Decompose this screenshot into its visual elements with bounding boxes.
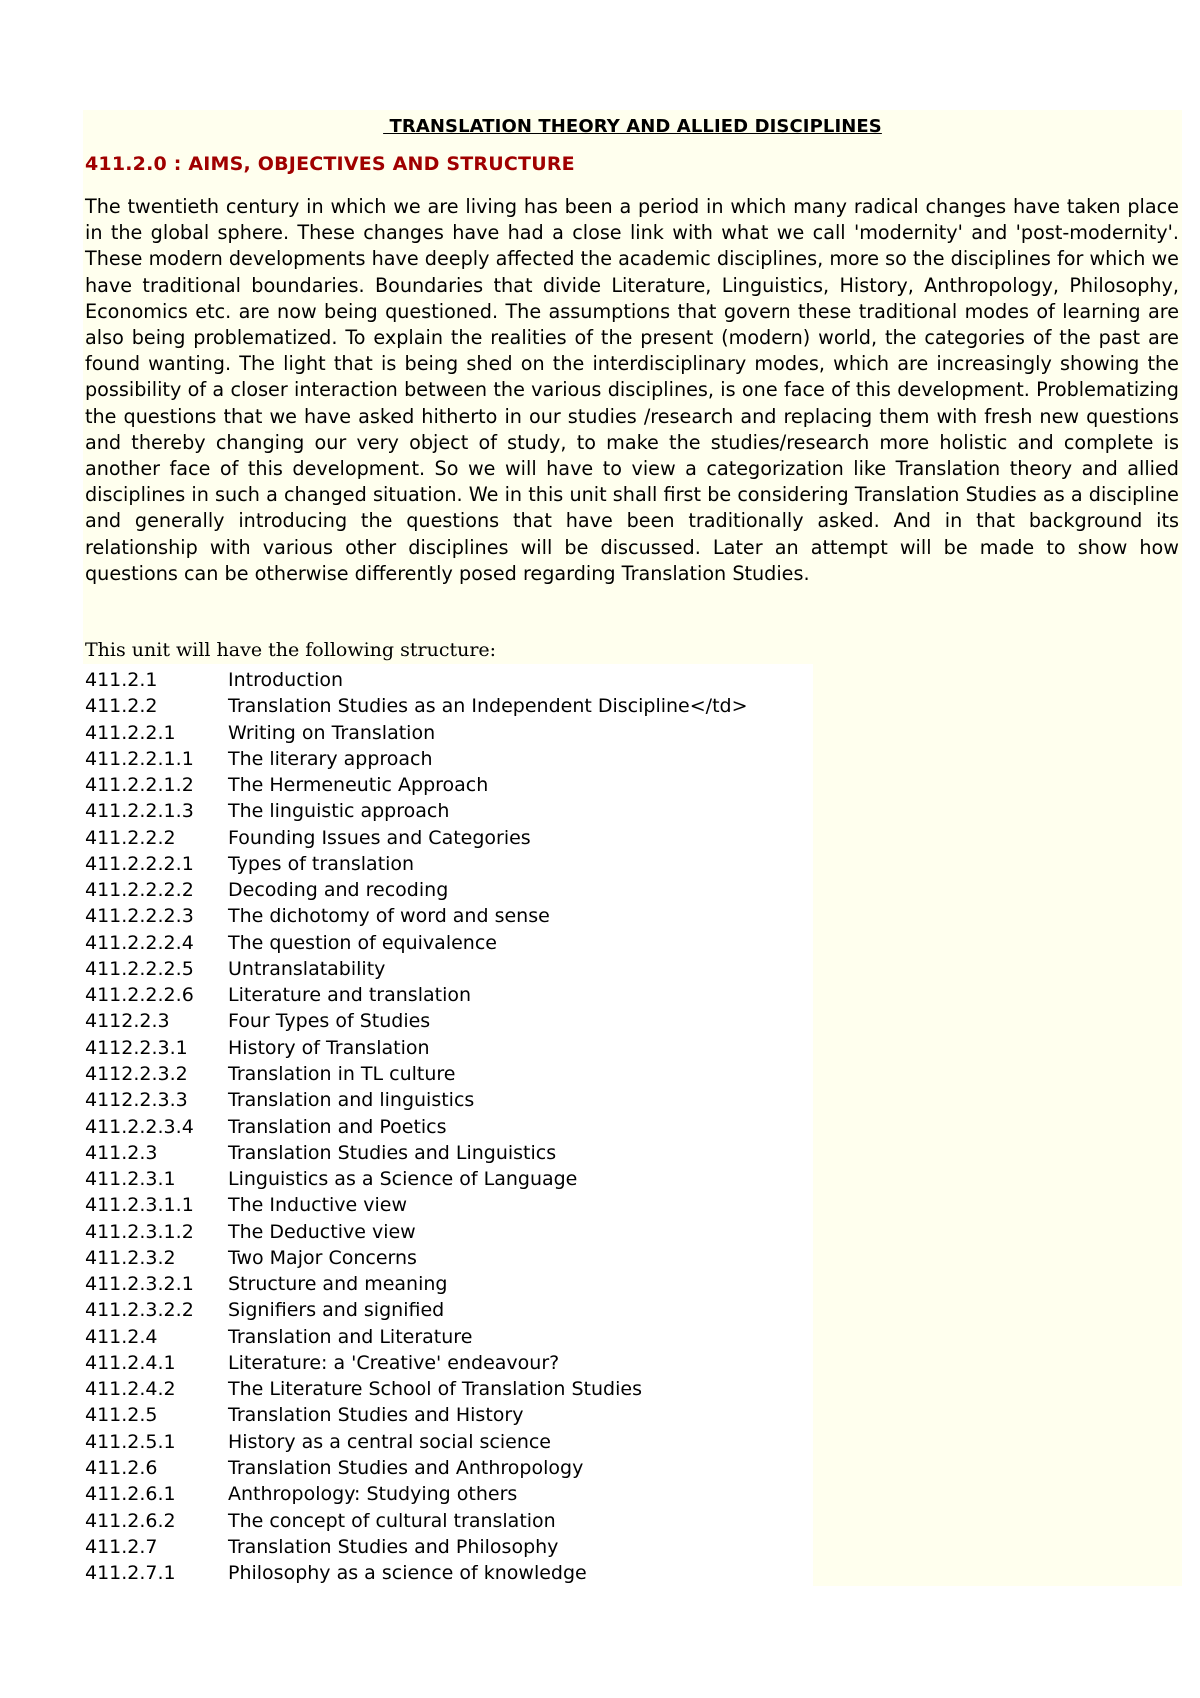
toc-label: The question of equivalence xyxy=(228,931,497,954)
toc-label: The Literature School of Translation Studies xyxy=(228,1378,642,1401)
toc-number: 411.2.2.2.1 xyxy=(85,852,194,875)
toc-number: 4112.2.3 xyxy=(85,1010,170,1033)
page-title: TRANSLATION THEORY AND ALLIED DISCIPLINES xyxy=(383,116,882,137)
toc-row xyxy=(85,693,748,719)
toc-number: 411.2.5.1 xyxy=(85,1430,176,1453)
toc-label: Translation Studies and Philosophy xyxy=(228,1535,559,1558)
toc-number: 411.2.2 xyxy=(85,695,158,718)
toc-label: History as a central social science xyxy=(228,1430,551,1453)
toc-label: Two Major Concerns xyxy=(228,1246,417,1269)
toc-row xyxy=(85,1376,748,1402)
toc-label: Translation Studies and Linguistics xyxy=(228,1141,557,1164)
toc-label: Translation and Literature xyxy=(228,1325,473,1348)
toc-label: Linguistics as a Science of Language xyxy=(228,1168,578,1191)
toc-number: 4112.2.3.2 xyxy=(85,1062,188,1085)
toc-row xyxy=(85,930,748,956)
section-heading: 411.2.0 : AIMS, OBJECTIVES AND STRUCTURE xyxy=(85,153,575,175)
toc-label: Four Types of Studies xyxy=(228,1010,431,1033)
toc-number: 411.2.7 xyxy=(85,1535,158,1558)
toc-row xyxy=(85,1455,748,1481)
structure-table xyxy=(85,667,748,1586)
toc-row xyxy=(85,1402,748,1428)
toc-row xyxy=(85,1087,748,1113)
toc-number: 411.2.2.1.1 xyxy=(85,747,194,770)
toc-row xyxy=(85,1219,748,1245)
toc-row xyxy=(85,1508,748,1534)
toc-row xyxy=(85,772,748,798)
toc-number: 411.2.4.2 xyxy=(85,1378,176,1401)
toc-number: 411.2.3.2.1 xyxy=(85,1273,194,1296)
toc-row xyxy=(85,903,748,929)
toc-label: Types of translation xyxy=(228,852,415,875)
toc-label: The Inductive view xyxy=(228,1194,408,1217)
toc-label: The concept of cultural translation xyxy=(228,1509,556,1532)
toc-label: The Hermeneutic Approach xyxy=(228,774,489,797)
toc-number: 411.2.2.1.3 xyxy=(85,800,194,823)
toc-label: Translation in TL culture xyxy=(228,1062,456,1085)
toc-row xyxy=(85,1350,748,1376)
toc-label: The literary approach xyxy=(228,747,433,770)
toc-label: Translation and linguistics xyxy=(228,1089,475,1112)
toc-row xyxy=(85,1245,748,1271)
toc-row xyxy=(85,1534,748,1560)
toc-number: 411.2.3.1.2 xyxy=(85,1220,194,1243)
toc-row xyxy=(85,667,748,693)
toc-row xyxy=(85,720,748,746)
toc-row xyxy=(85,1061,748,1087)
toc-number: 411.2.3 xyxy=(85,1141,158,1164)
toc-number: 411.2.2.2.3 xyxy=(85,905,194,928)
toc-row xyxy=(85,1481,748,1507)
toc-number: 411.2.2.2.5 xyxy=(85,957,194,980)
toc-number: 411.2.2.2.6 xyxy=(85,984,194,1007)
toc-row xyxy=(85,1271,748,1297)
toc-label: Introduction xyxy=(228,669,344,691)
toc-number: 411.2.2.2.4 xyxy=(85,931,194,954)
toc-number: 411.2.2.2.2 xyxy=(85,879,194,902)
toc-label: Literature and translation xyxy=(228,984,472,1007)
toc-row xyxy=(85,1035,748,1061)
toc-number: 411.2.5 xyxy=(85,1404,158,1427)
toc-number: 411.2.6 xyxy=(85,1456,158,1479)
toc-label: The Deductive view xyxy=(228,1220,416,1243)
toc-number: 411.2.6.1 xyxy=(85,1483,176,1506)
toc-label: Translation Studies as an Independent Discipline</td> xyxy=(228,695,748,718)
toc-label: Writing on Translation xyxy=(228,721,436,744)
toc-label: Translation and Poetics xyxy=(228,1115,447,1138)
toc-label: Translation Studies and Anthropology xyxy=(228,1456,584,1479)
structure-intro: This unit will have the following structure: xyxy=(85,639,497,661)
toc-row xyxy=(85,1114,748,1140)
toc-number: 411.2.3.1.1 xyxy=(85,1194,194,1217)
toc-number: 411.2.2.2 xyxy=(85,826,176,849)
toc-label: The dichotomy of word and sense xyxy=(228,905,550,928)
toc-number: 411.2.1 xyxy=(85,669,158,691)
toc-number: 411.2.7.1 xyxy=(85,1562,176,1585)
toc-number: 411.2.6.2 xyxy=(85,1509,176,1532)
toc-label: The linguistic approach xyxy=(228,800,450,823)
toc-label: Decoding and recoding xyxy=(228,879,449,902)
toc-number: 411.2.3.2 xyxy=(85,1246,176,1269)
toc-row xyxy=(85,798,748,824)
toc-label: Literature: a 'Creative' endeavour? xyxy=(228,1351,560,1374)
toc-row xyxy=(85,746,748,772)
toc-row xyxy=(85,956,748,982)
body-paragraph: The twentieth century in which we are living has been a period in which many radical changes have taken place in the global sphere. These changes have had a close link with what we call 'modernity' and 'post-modernity'. These modern developments have deeply affected the academic disciplines, more so the disciplines for which we have traditional boundaries. Boundaries that divide Literature, Linguistics, History, Anthropology, Philosophy, Economics etc. are now being questioned. The assumptions that govern these traditional modes of learning are also being problematized. To explain the realities of the present (modern) world, the categories of the past are found wanting. The light that is being shed on the interdisciplinary modes, which are increasingly showing the possibility of a closer interaction between the various disciplines, is one face of this development. Problematizing the questions that we have asked hitherto in our studies /research and replacing them with fresh new questions and thereby changing our very object of study, to make the studies/research more holistic and complete is another face of this development. So we will have to view a categorization like Translation theory and allied disciplines in such a changed situation. We in this unit shall first be considering Translation Studies as a discipline and generally introducing the questions that have been traditionally asked. And in that background its relationship with various other disciplines will be discussed. Later an attempt will be made to show how questions can be otherwise differently posed regarding Translation Studies. xyxy=(85,195,1179,585)
toc-label: Signifiers and signified xyxy=(228,1299,445,1322)
toc-number: 411.2.2.3.4 xyxy=(85,1115,194,1138)
toc-row xyxy=(85,1008,748,1034)
toc-row xyxy=(85,1297,748,1323)
toc-label: Founding Issues and Categories xyxy=(228,826,531,849)
toc-number: 4112.2.3.1 xyxy=(85,1036,188,1059)
toc-row xyxy=(85,851,748,877)
toc-row xyxy=(85,1429,748,1455)
toc-number: 411.2.4 xyxy=(85,1325,158,1348)
toc-number: 411.2.2.1 xyxy=(85,721,176,744)
toc-row xyxy=(85,1166,748,1192)
toc-row xyxy=(85,1560,748,1586)
toc-row xyxy=(85,877,748,903)
toc-label: History of Translation xyxy=(228,1036,430,1059)
toc-row xyxy=(85,1324,748,1350)
toc-label: Untranslatability xyxy=(228,957,386,980)
toc-row xyxy=(85,982,748,1008)
toc-label: Translation Studies and History xyxy=(228,1404,524,1427)
toc-label: Anthropology: Studying others xyxy=(228,1483,518,1506)
toc-number: 411.2.2.1.2 xyxy=(85,774,194,797)
toc-number: 411.2.3.2.2 xyxy=(85,1299,194,1322)
toc-row xyxy=(85,1192,748,1218)
toc-label: Structure and meaning xyxy=(228,1273,448,1296)
toc-label: Philosophy as a science of knowledge xyxy=(228,1562,587,1585)
toc-number: 4112.2.3.3 xyxy=(85,1089,188,1112)
toc-row xyxy=(85,825,748,851)
toc-row xyxy=(85,1140,748,1166)
toc-number: 411.2.4.1 xyxy=(85,1351,176,1374)
toc-number: 411.2.3.1 xyxy=(85,1168,176,1191)
